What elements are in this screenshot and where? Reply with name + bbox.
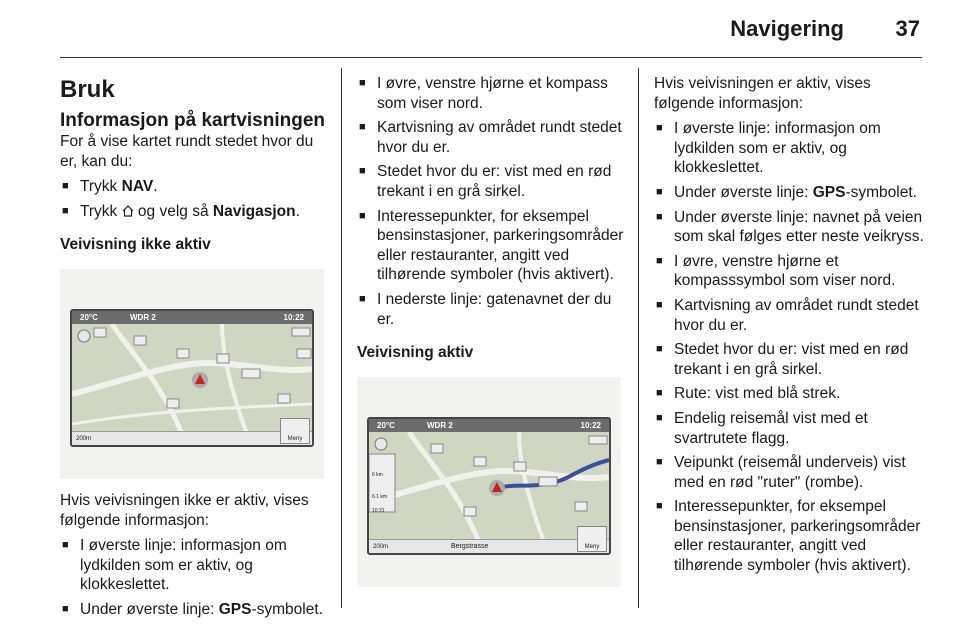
- page-number: 37: [895, 16, 920, 41]
- guidance-panel: 6 km 6.1 km 10:31: [372, 471, 388, 514]
- column-2: [357, 74, 625, 599]
- map-screenshot-inactive: 20°C WDR 2 10:22 200m Meny: [60, 269, 324, 479]
- list-item: ■ Under øverste linje: GPS-symbolet.: [654, 183, 924, 203]
- list-item: ■ Veipunkt (reisemål underveis) vist med en rød "ruter" (rombe).: [654, 453, 924, 492]
- page-title: Navigering: [730, 16, 844, 41]
- body-text: Hvis veivisningen ikke er aktiv, vises følgende informasjon:: [60, 491, 309, 529]
- map-view: [369, 432, 609, 542]
- list-item: ■ I øvre, venstre hjørne et kompasssymbol som viser nord.: [654, 252, 924, 291]
- intro-text: For å vise kartet rundt stedet hvor du er, kan du:: [60, 133, 314, 170]
- page-header: [60, 0, 922, 58]
- list-item: ■ Under øverste linje: GPS-symbolet.: [60, 600, 328, 620]
- column-divider: [341, 68, 342, 608]
- list-item: ■ I øvre, venstre hjørne et kompass som viser nord.: [357, 74, 625, 113]
- list-item: ■ Kartvisning av området rundt stedet hvor du er.: [357, 118, 625, 157]
- list-item: ■ Rute: vist med blå strek.: [654, 384, 924, 404]
- column-1: [60, 74, 328, 625]
- section-heading: Bruk: [60, 76, 115, 103]
- list-item: ■ Trykk NAV.: [60, 177, 328, 197]
- list-item: ■ Stedet hvor du er: vist med en rød trekant i en grå sirkel.: [654, 340, 924, 379]
- list-item: ■ Interessepunkter, for eksempel bensinstasjoner, parkeringsområder eller restauranter, angitt ved tilhørende symboler (hvis aktivert).: [654, 497, 924, 575]
- list-item: ■ Stedet hvor du er: vist med en rød trekant i en grå sirkel.: [357, 162, 625, 201]
- subsection-heading: Informasjon på kartvisningen: [60, 110, 325, 131]
- figure-caption: Veivisning ikke aktiv: [60, 236, 211, 254]
- column-divider: [638, 68, 639, 608]
- menu-button: Meny: [280, 418, 310, 444]
- list-item: ■ I øverste linje: informasjon om lydkilden som er aktiv, og klokkeslettet.: [60, 536, 328, 595]
- list-item: ■ I nederste linje: gatenavnet der du er.: [357, 290, 625, 329]
- figure-caption: Veivisning aktiv: [357, 344, 474, 362]
- home-icon: [122, 203, 134, 215]
- list-item: ■ Trykk og velg så Navigasjon.: [60, 202, 328, 222]
- list-item: ■ Kartvisning av området rundt stedet hvor du er.: [654, 296, 924, 335]
- map-screenshot-active: 20°C WDR 2 10:22 6 km 6.1 km 10:31 200m Bergstrasse Meny: [357, 377, 621, 587]
- menu-button: Meny: [577, 526, 607, 552]
- map-view: [72, 324, 312, 434]
- street-name: Bergstrasse: [451, 542, 489, 550]
- list-item: ■ Under øverste linje: navnet på veien som skal følges etter neste veikryss.: [654, 208, 924, 247]
- column-3: [654, 74, 924, 581]
- list-item: ■ Endelig reisemål vist med et svartrutete flagg.: [654, 409, 924, 448]
- intro-text: Hvis veivisningen er aktiv, vises følgende informasjon:: [654, 75, 871, 112]
- list-item: ■ I øverste linje: informasjon om lydkilden som er aktiv, og klokkeslettet.: [654, 119, 924, 178]
- list-item: ■ Interessepunkter, for eksempel bensinstasjoner, parkeringsområder eller restauranter, angitt ved tilhørende symboler (hvis aktivert).: [357, 207, 625, 285]
